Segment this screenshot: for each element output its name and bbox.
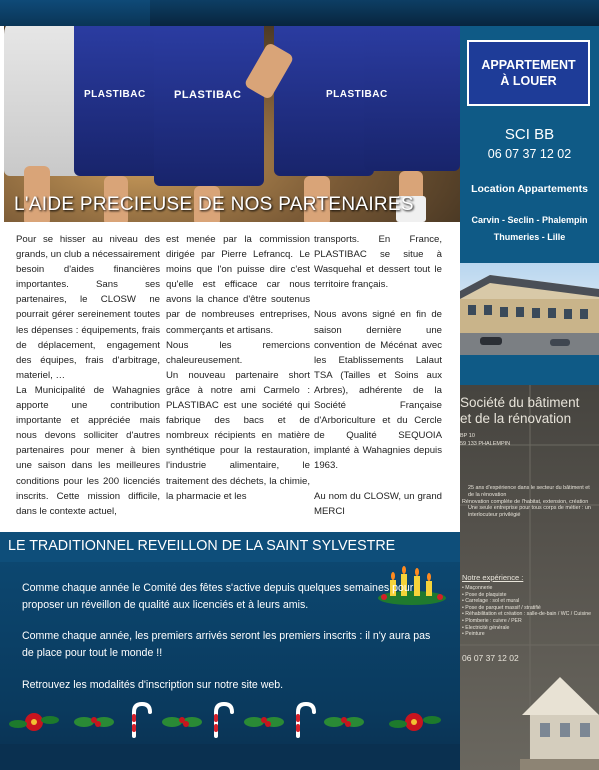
ad-line-2: À LOUER — [500, 74, 557, 88]
jersey-brand-label: PLASTIBAC — [84, 89, 146, 100]
intro-line: 25 ans d'expérience dans le secteur du bâtiment et de la rénovation — [468, 485, 590, 498]
player-white-jersey — [4, 26, 84, 176]
apartment-building-photo — [460, 263, 599, 355]
construction-brochure — [460, 385, 599, 770]
candy-cane-icon — [216, 704, 232, 736]
cities-line-2: Thumeries - Lille — [493, 232, 566, 242]
experience-item: • Plomberie : cuivre / PER — [462, 617, 522, 624]
article-paragraph: Nous les remercions chaleureusement. — [166, 339, 310, 366]
experience-item: • Pose de plaquiste — [462, 591, 507, 598]
candy-cane-icon — [298, 704, 314, 736]
experience-list — [462, 585, 594, 638]
experience-item: • Carrelage : sol et mural — [462, 598, 520, 605]
player-1 — [74, 26, 164, 176]
article-paragraph: La Municipalité de Wahagnies apporte une contribution importante et appréciée mais nous devons solliciter d'autres partenaires pour mener à bien une saison dans les meilleures conditions pour les 200 licenciés inscrits. Cette mission difficile, dans le contexte actuel, — [16, 384, 160, 517]
company-phone: 06 07 37 12 02 — [487, 147, 572, 161]
hero-title: L'AIDE PRECIEUSE DE NOS PARTENAIRES — [14, 194, 414, 215]
address-line-1: BP 10 — [460, 433, 475, 439]
experience-item: • Maçonnerie — [462, 585, 493, 591]
address-line-2: 59 133 PHALEMPIN — [460, 441, 511, 447]
apartment-ad-box — [467, 40, 590, 106]
article-column-2 — [166, 232, 310, 504]
article-paragraph: Au nom du CLOSW, un grand MERCI — [314, 490, 442, 517]
top-banner-accent — [150, 0, 599, 26]
player-2 — [154, 26, 264, 186]
poinsettia-icon — [9, 713, 59, 731]
cities-line-1: Carvin - Seclin - Phalempin — [471, 215, 588, 225]
jersey-brand-label: PLASTIBAC — [174, 89, 242, 101]
player-3 — [274, 26, 374, 176]
experience-item: • Electricité générale — [462, 624, 510, 631]
holly-icon — [324, 717, 364, 727]
reveillon-paragraph-3: Retrouvez les modalités d'inscription sur notre site web. — [22, 679, 284, 691]
service-label: Location Appartements — [471, 183, 588, 195]
brochure-title — [460, 395, 579, 427]
article-paragraph: transports. En France, PLASTIBAC se situe à Wasquehal et dessert tout le territoire français. — [314, 234, 442, 291]
article-paragraph: Un nouveau partenaire short grâce à notre ami Carmelo : PLASTIBAC est une société qui fabrique des bacs et de nombreux récipients en matière synthétique pour la restauration, l'industrie alimentaire, le traitement des déchets, la chimie, la pharmacie et les — [166, 369, 310, 502]
article-column-3 — [314, 232, 442, 519]
experience-item: • Peinture — [462, 631, 485, 638]
poinsettia-icon — [389, 713, 441, 731]
brochure-title-line-1: Société du bâtiment — [460, 395, 580, 410]
intro-line: Une seule entreprise pour tous corps de métier : un interlocuteur privilégié — [468, 505, 591, 519]
brochure-phone: 06 07 37 12 02 — [462, 653, 519, 663]
article-spacer — [314, 292, 442, 307]
experience-heading: Notre expérience : — [462, 573, 524, 582]
article-column-1 — [16, 232, 160, 519]
article-spacer — [314, 474, 442, 489]
article-paragraph: Nous avons signé en fin de saison dernière une convention de Mécénat avec les Etablissements Lalaut TSA (Tailles et Soins aux Arbres), adhérente de la Société Française d'Arboriculture et du Cercle de Qualité SEQUOIA implanté à Wahagnies depuis 1963. — [314, 309, 442, 472]
article-paragraph: Pour se hisser au niveau des grands, un club a nécessairement besoin d'aides financières importantes. Sans ses partenaires, le CLOSW ne pourrait gérer sereinement toutes les dépenses : équipements, frais de déplacement, engagement des équipes, frais d'arbitrage, materiel, … — [16, 234, 160, 381]
reveillon-paragraph-1: Comme chaque année le Comité des fêtes s'active depuis quelques semaines pour proposer un réveillon de qualité aux licenciés et à leurs amis. — [22, 582, 414, 611]
brochure-intro — [462, 485, 592, 519]
reveillon-title: LE TRADITIONNEL REVEILLON DE LA SAINT SYLVESTRE — [8, 538, 396, 554]
candy-cane-icon — [134, 704, 150, 736]
holly-candy-cane-border — [4, 700, 456, 742]
hero-photo-team-huddle — [4, 26, 460, 222]
jersey-brand-label: PLASTIBAC — [326, 89, 388, 100]
holly-icon — [162, 717, 202, 727]
brochure-title-line-2: et de la rénovation — [460, 411, 572, 426]
holly-icon — [244, 717, 284, 727]
article-paragraph: est menée par la commission dirigée par Pierre Lefrancq. Le moins que l'on puisse dire c'est qu'elle est efficace car nous avons la chance d'être soutenus par de nombreuses entreprises, commerçants et artisans. — [166, 234, 310, 336]
building-illustration — [460, 263, 599, 355]
holly-icon — [74, 717, 114, 727]
brochure-address — [460, 432, 510, 448]
reveillon-paragraph-2: Comme chaque année, les premiers arrivés seront les premiers inscrits : il n'y aura pas de place pour tout le monde !! — [22, 630, 431, 659]
bottom-edge-band — [0, 744, 460, 770]
experience-item: • Réhabilitation et création : salle-de-bain / WC / Cuisine — [462, 611, 591, 618]
company-name: SCI BB — [504, 126, 555, 143]
intro-line: Rénovation complète de l'habitat, extension, création — [462, 498, 589, 505]
experience-item: • Pose de parquet massif / stratifié — [462, 604, 541, 611]
ad-line-1: APPARTEMENT — [481, 58, 576, 72]
